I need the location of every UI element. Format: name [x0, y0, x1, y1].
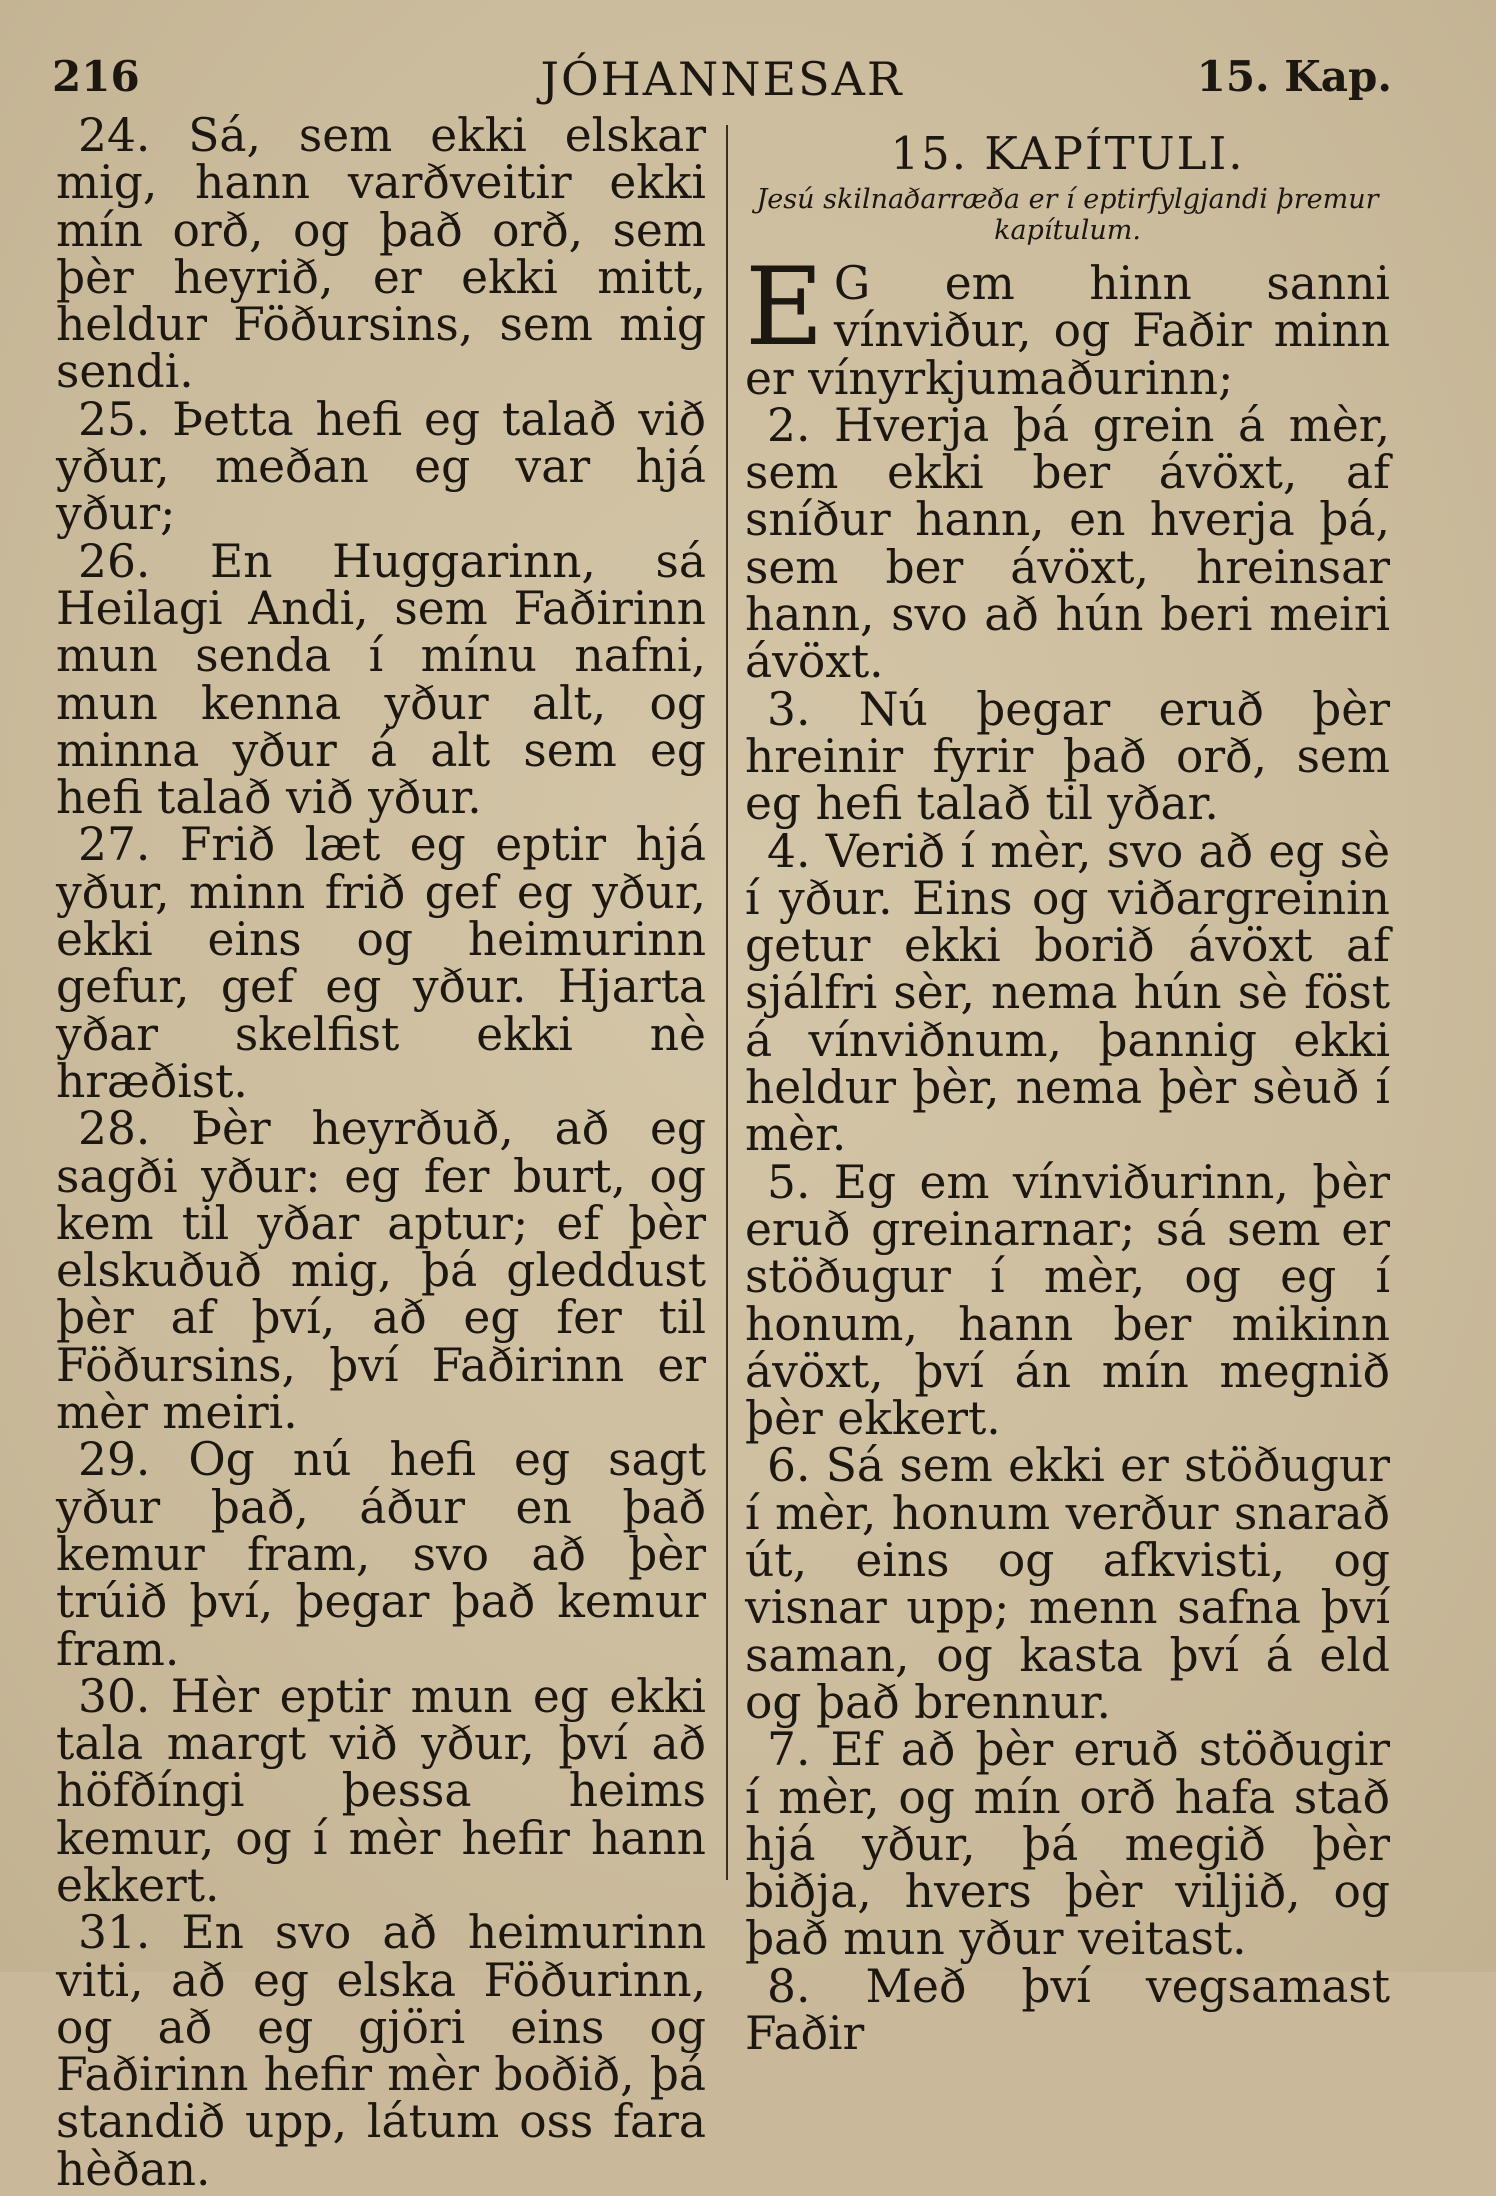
verse-28: 28. Þèr heyrðuð, að eg sagði yður: eg fer burt, og kem til yðar aptur; ef þèr elskuðuð mig, þá gleddust þèr af því, að eg fer til Föðursins, því Faðirinn er mèr meiri. — [56, 1102, 706, 1440]
drop-capital: E — [745, 245, 824, 370]
chapter-reference: 15. Kap. — [1196, 52, 1392, 101]
running-header — [52, 52, 1392, 112]
column-divider — [726, 125, 728, 1880]
verse-29: 29. Og nú hefi eg sagt yður það, áður en það kemur fram, svo að þèr trúið því, þegar það kemur fram. — [56, 1433, 706, 1676]
verse-5: 5. Eg em vínviðurinn, þèr eruð greinarnar; sá sem er stöðugur í mèr, og eg í honum, hann ber mikinn ávöxt, því án mín megnið þèr ekkert. — [745, 1155, 1390, 1446]
right-column — [745, 112, 1390, 2060]
verse-25: 25. Þetta hefi eg talað við yður, meðan eg var hjá yður; — [56, 392, 706, 541]
verse-6: 6. Sá sem ekki er stöðugur í mèr, honum verður snarað út, eins og afkvisti, og visnar upp; menn safna því saman, og kasta því á eld og það brennur. — [745, 1439, 1390, 1729]
verse-8: 8. Með því vegsamast Faðir — [745, 1959, 1390, 2060]
verse-3: 3. Nú þegar eruð þèr hreinir fyrir það orð, sem eg hefi talað til yðar. — [745, 682, 1390, 831]
verse-7: 7. Ef að þèr eruð stöðugir í mèr, og mín orð hafa stað hjá yður, þá megið þèr biðja, hvers þèr viljið, og það mun yður veitast. — [745, 1723, 1390, 1966]
verse-26: 26. En Huggarinn, sá Heilagi Andi, sem Faðirinn mun senda í mínu nafni, mun kenna yður alt, og minna yður á alt sem eg hefi talað við yður. — [56, 534, 706, 825]
verse-27: 27. Frið læt eg eptir hjá yður, minn frið gef eg yður, ekki eins og heimurinn gefur, gef eg yður. Hjarta yðar skelfist ekki nè hræðist. — [56, 818, 706, 1108]
verse-24: 24. Sá, sem ekki elskar mig, hann varðveitir ekki mín orð, og það orð, sem þèr heyrið, er ekki mitt, heldur Föðursins, sem mig sendi. — [56, 109, 706, 399]
verse-1-text: G em hinn sanni vínviður, og Faðir minn er vínyrkjumaðurinn; — [745, 257, 1390, 405]
chapter-title: 15. KAPÍTULI. — [890, 127, 1245, 180]
chapter-summary: Jesú skilnaðarræða er í eptirfylgjandi þremur kapítulum. — [756, 184, 1379, 246]
verse-2: 2. Hverja þá grein á mèr, sem ekki ber ávöxt, af sníður hann, en hverja þá, sem ber ávöxt, hreinsar hann, svo að hún beri meiri ávöxt. — [745, 398, 1390, 689]
verse-30: 30. Hèr eptir mun eg ekki tala margt við yður, því að höfðíngi þessa heims kemur, og í mèr hefir hann ekkert. — [56, 1669, 706, 1912]
left-column — [56, 109, 706, 2196]
verse-1 — [745, 245, 1390, 405]
page-number: 216 — [52, 52, 140, 101]
book-title: JÓHANNESAR — [540, 52, 904, 106]
verse-4: 4. Verið í mèr, svo að eg sè í yður. Eins og viðargreinin getur ekki borið ávöxt af sjálfri sèr, nema hún sè föst á vínviðnum, þannig ekki heldur þèr, nema þèr sèuð í mèr. — [745, 824, 1390, 1162]
verse-31: 31. En svo að heimurinn viti, að eg elska Föðurinn, og að eg gjöri eins og Faðirinn hefir mèr boðið, þá standið upp, látum oss fara hèðan. — [56, 1906, 706, 2196]
